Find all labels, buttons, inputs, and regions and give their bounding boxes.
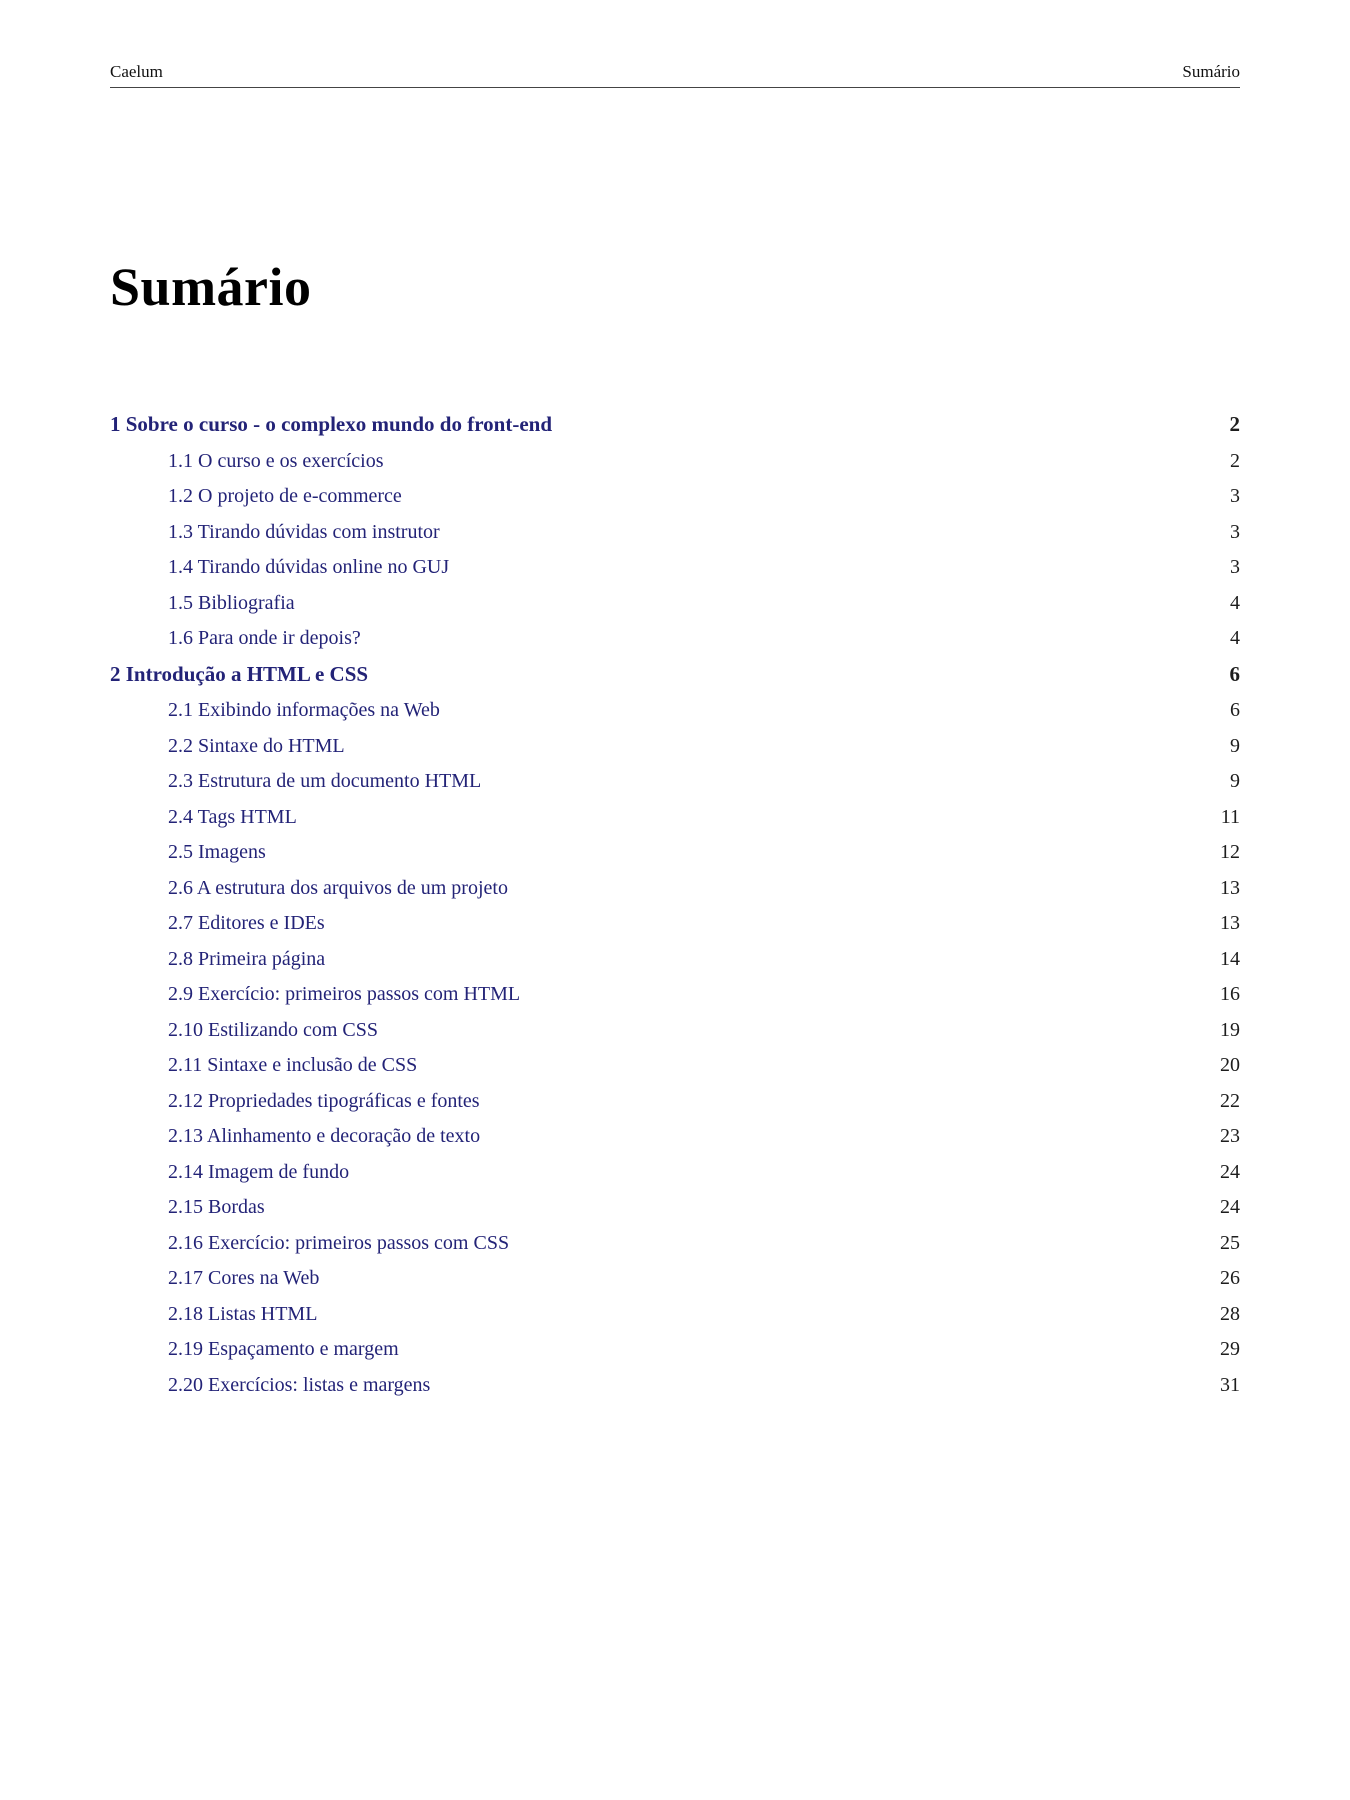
toc-page-number: 3 <box>1230 556 1240 578</box>
toc-page-number: 25 <box>1220 1231 1240 1254</box>
toc-item-row <box>110 486 1240 506</box>
toc-chapter-row <box>110 414 1240 435</box>
running-header <box>110 62 1240 88</box>
toc-item-row <box>110 557 1240 577</box>
toc-page-number: 9 <box>1230 734 1240 757</box>
toc-entry-link[interactable]: 2.16 Exercício: primeiros passos com CSS <box>168 1231 510 1254</box>
toc-entry-link[interactable]: 2.6 A estrutura dos arquivos de um projeto <box>168 876 508 899</box>
toc-page-number: 9 <box>1230 770 1240 792</box>
toc-page-number: 16 <box>1220 983 1240 1005</box>
toc-item-row <box>110 1020 1240 1040</box>
toc-entry-link[interactable]: 1.4 Tirando dúvidas online no GUJ <box>168 556 450 578</box>
toc-entry-link[interactable]: 2.5 Imagens <box>168 841 266 863</box>
toc-item-row <box>110 878 1240 898</box>
toc-page-number: 2 <box>1229 412 1240 436</box>
toc-entry-link[interactable]: 2.12 Propriedades tipográficas e fontes <box>168 1089 480 1112</box>
toc-page-number: 4 <box>1230 627 1240 649</box>
toc-entry-link[interactable]: 2.4 Tags HTML <box>168 805 297 828</box>
toc-item-row <box>110 1375 1240 1395</box>
toc-page-number: 19 <box>1220 1018 1240 1041</box>
toc-entry-link[interactable]: 2.20 Exercícios: listas e margens <box>168 1373 431 1396</box>
running-header-right: Sumário <box>1182 62 1240 81</box>
page-title: Sumário <box>110 257 312 317</box>
toc-entry-link[interactable]: 2.15 Bordas <box>168 1196 265 1218</box>
toc-entry-link[interactable]: 1.1 O curso e os exercícios <box>168 449 384 472</box>
toc-entry-link[interactable]: 2.3 Estrutura de um documento HTML <box>168 770 482 792</box>
toc-item-row <box>110 1126 1240 1146</box>
toc-item-row <box>110 1339 1240 1359</box>
toc-item-row <box>110 522 1240 542</box>
toc-page-number: 6 <box>1229 661 1240 686</box>
toc-entry-link[interactable]: 1.6 Para onde ir depois? <box>168 627 361 649</box>
toc-item-row <box>110 451 1240 471</box>
toc-page-number: 4 <box>1230 591 1240 614</box>
toc-item-row <box>110 842 1240 862</box>
toc-page-number: 14 <box>1220 947 1240 970</box>
toc-entry-link[interactable]: 2.14 Imagem de fundo <box>168 1160 350 1183</box>
toc-entry-link[interactable]: 2.11 Sintaxe e inclusão de CSS <box>168 1054 418 1076</box>
toc-item-row <box>110 984 1240 1004</box>
toc-page-number: 31 <box>1220 1373 1240 1396</box>
toc-entry-link[interactable]: 2.17 Cores na Web <box>168 1267 320 1289</box>
toc-page-number: 24 <box>1220 1196 1240 1218</box>
toc-page-number: 12 <box>1220 841 1240 863</box>
toc-item-row <box>110 1162 1240 1182</box>
toc-entry-link[interactable]: 1 Sobre o curso - o complexo mundo do front-end <box>110 412 552 436</box>
running-header-left: Caelum <box>110 62 163 81</box>
toc-item-row <box>110 1233 1240 1253</box>
toc-item-row <box>110 1055 1240 1075</box>
toc-item-row <box>110 1091 1240 1111</box>
toc-page-number: 28 <box>1220 1302 1240 1325</box>
toc-item-row <box>110 1197 1240 1217</box>
toc-page-number: 3 <box>1230 485 1240 507</box>
toc-page-number: 24 <box>1220 1160 1240 1183</box>
toc-item-row <box>110 593 1240 613</box>
toc-item-row <box>110 1304 1240 1324</box>
toc-entry-link[interactable]: 1.3 Tirando dúvidas com instrutor <box>168 520 440 543</box>
toc-chapter-row <box>110 661 1240 686</box>
toc-entry-link[interactable]: 1.2 O projeto de e-commerce <box>168 485 402 507</box>
toc <box>110 414 1240 1395</box>
toc-page-number: 13 <box>1220 912 1240 934</box>
toc-entry-link[interactable]: 2.1 Exibindo informações na Web <box>168 699 440 721</box>
toc-page-number: 2 <box>1230 449 1240 472</box>
toc-page-number: 13 <box>1220 876 1240 899</box>
toc-item-row <box>110 700 1240 720</box>
toc-page-number: 11 <box>1220 805 1240 828</box>
toc-entry-link[interactable]: 2 Introdução a HTML e CSS <box>110 661 369 686</box>
toc-entry-link[interactable]: 2.18 Listas HTML <box>168 1302 318 1325</box>
toc-item-row <box>110 771 1240 791</box>
toc-page-number: 3 <box>1230 520 1240 543</box>
toc-item-row <box>110 807 1240 827</box>
toc-item-row <box>110 1268 1240 1288</box>
toc-item-row <box>110 628 1240 648</box>
toc-entry-link[interactable]: 1.5 Bibliografia <box>168 591 295 614</box>
toc-page-number: 26 <box>1220 1267 1240 1289</box>
toc-item-row <box>110 736 1240 756</box>
toc-entry-link[interactable]: 2.9 Exercício: primeiros passos com HTML <box>168 983 521 1005</box>
toc-item-row <box>110 949 1240 969</box>
toc-page-number: 20 <box>1220 1054 1240 1076</box>
toc-entry-link[interactable]: 2.8 Primeira página <box>168 947 326 970</box>
toc-item-row <box>110 913 1240 933</box>
toc-page-number: 23 <box>1220 1125 1240 1147</box>
toc-entry-link[interactable]: 2.13 Alinhamento e decoração de texto <box>168 1125 481 1147</box>
toc-page-number: 6 <box>1230 699 1240 721</box>
toc-entry-link[interactable]: 2.19 Espaçamento e margem <box>168 1338 399 1360</box>
toc-entry-link[interactable]: 2.7 Editores e IDEs <box>168 912 325 934</box>
toc-page-number: 29 <box>1220 1338 1240 1360</box>
toc-entry-link[interactable]: 2.2 Sintaxe do HTML <box>168 734 345 757</box>
toc-entry-link[interactable]: 2.10 Estilizando com CSS <box>168 1018 378 1041</box>
toc-page-number: 22 <box>1220 1089 1240 1112</box>
